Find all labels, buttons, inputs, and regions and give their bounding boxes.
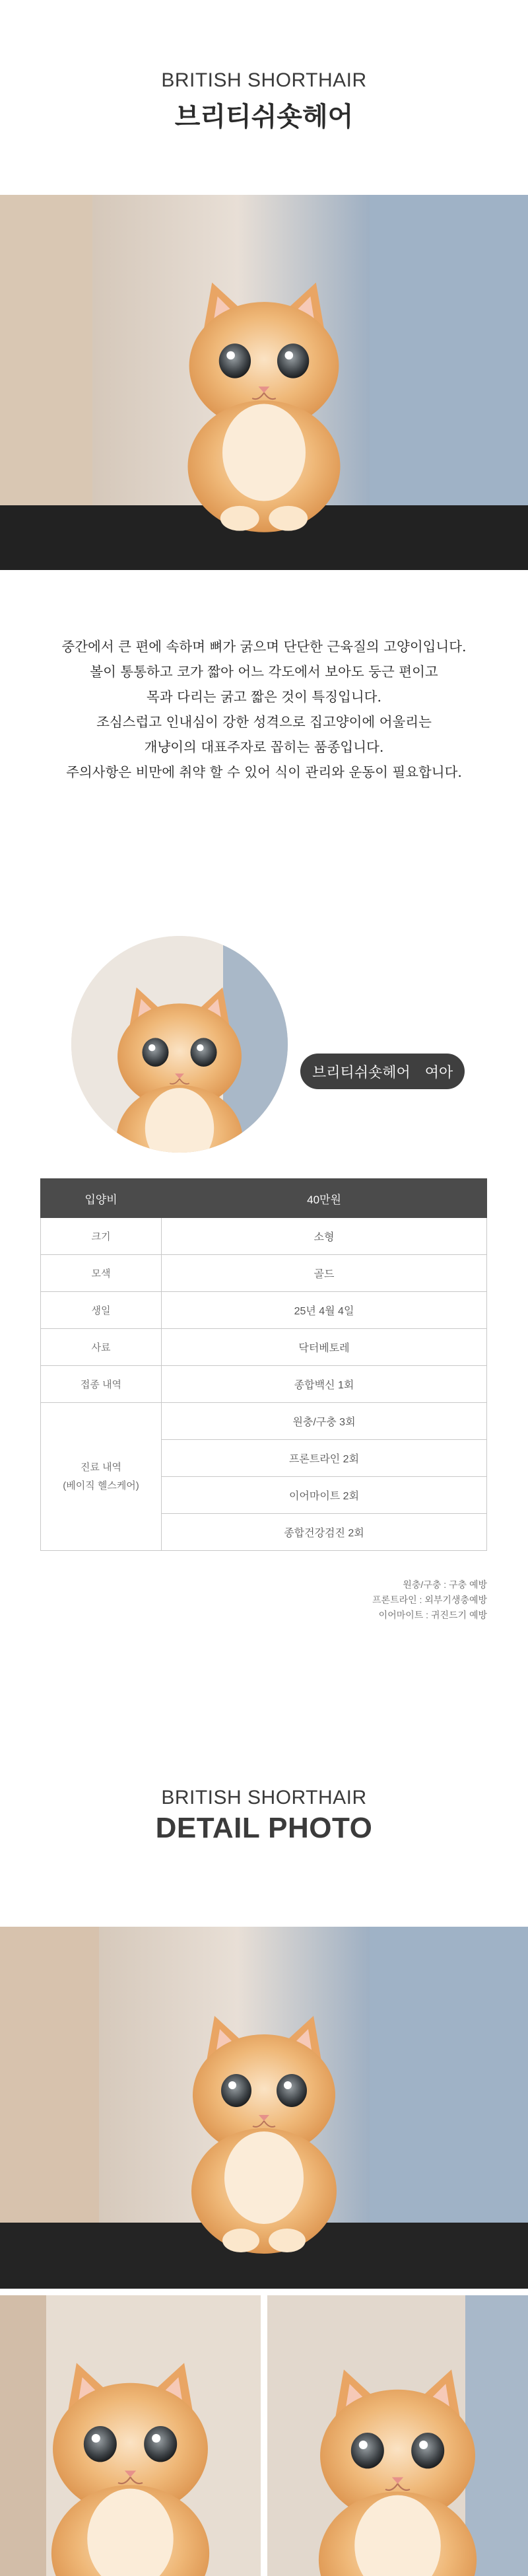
kitten-avatar xyxy=(71,936,288,1153)
table-cell-value: 닥터베토레 xyxy=(162,1329,487,1366)
table-row xyxy=(41,1403,487,1440)
description-line: 목과 다리는 굵고 짧은 것이 특징입니다. xyxy=(147,689,381,705)
description-line: 볼이 통통하고 코가 짧아 어느 각도에서 보아도 둥근 편이고 xyxy=(90,664,438,680)
table-cell-value: 골드 xyxy=(162,1255,487,1292)
header-kor-title: 브리티쉬숏헤어 xyxy=(174,102,354,131)
table-cell-label: 접종 내역 xyxy=(41,1366,162,1403)
table-cell-value: 25년 4월 4일 xyxy=(162,1292,487,1329)
detail-photo-left xyxy=(0,2295,261,2576)
description-line: 주의사항은 비만에 취약 할 수 있어 식이 관리와 운동이 필요합니다. xyxy=(66,764,462,780)
header-eng-title: BRITISH SHORTHAIR xyxy=(161,69,367,91)
breed-gender-badge xyxy=(300,1054,465,1089)
description-line: 중간에서 큰 편에 속하며 뼈가 굵으며 단단한 근육질의 고양이입니다. xyxy=(61,639,467,655)
detail-photo-right xyxy=(267,2295,528,2576)
table-cell-label: 크기 xyxy=(41,1218,162,1255)
table-cell-label: 모색 xyxy=(41,1255,162,1292)
badge-gender: 여아 xyxy=(424,1063,453,1081)
care-item: 원충/구충 3회 xyxy=(162,1403,487,1440)
care-label-line: 진료 내역 xyxy=(80,1461,122,1473)
care-label-line: (베이직 헬스케어) xyxy=(63,1480,139,1491)
note-line: 원충/구충 : 구충 예방 xyxy=(403,1579,487,1590)
table-row xyxy=(41,1255,487,1292)
table-cell-value: 40만원 xyxy=(162,1179,487,1218)
detail-title: DETAIL PHOTO xyxy=(155,1812,373,1844)
table-cell-value: 소형 xyxy=(162,1218,487,1255)
table-row xyxy=(41,1366,487,1403)
note-line: 프론트라인 : 외부기생충예방 xyxy=(372,1594,487,1605)
table-row xyxy=(41,1292,487,1329)
care-history-label xyxy=(41,1403,162,1551)
table-cell-label: 입양비 xyxy=(41,1179,162,1218)
page-header xyxy=(0,69,528,133)
care-item: 이어마이트 2회 xyxy=(162,1477,487,1514)
care-item: 종합건강검진 2회 xyxy=(162,1514,487,1551)
main-photo xyxy=(0,195,528,570)
table-cell-label: 사료 xyxy=(41,1329,162,1366)
badge-breed: 브리티쉬숏헤어 xyxy=(312,1063,411,1081)
table-cell-label: 생일 xyxy=(41,1292,162,1329)
detail-header xyxy=(0,1787,528,1845)
care-notes xyxy=(372,1577,487,1623)
info-table xyxy=(40,1178,487,1551)
note-line: 이어마이트 : 귀진드기 예방 xyxy=(378,1610,487,1620)
description-line: 조심스럽고 인내심이 강한 성격으로 집고양이에 어울리는 xyxy=(96,714,432,730)
breed-description xyxy=(0,634,528,785)
table-row xyxy=(41,1329,487,1366)
detail-photo-main xyxy=(0,1927,528,2289)
table-header-row xyxy=(41,1179,487,1218)
description-line: 개냥이의 대표주자로 꼽히는 품종입니다. xyxy=(144,739,384,755)
care-item: 프론트라인 2회 xyxy=(162,1440,487,1477)
table-cell-value: 종합백신 1회 xyxy=(162,1366,487,1403)
detail-eng-title: BRITISH SHORTHAIR xyxy=(161,1787,367,1808)
table-row xyxy=(41,1218,487,1255)
